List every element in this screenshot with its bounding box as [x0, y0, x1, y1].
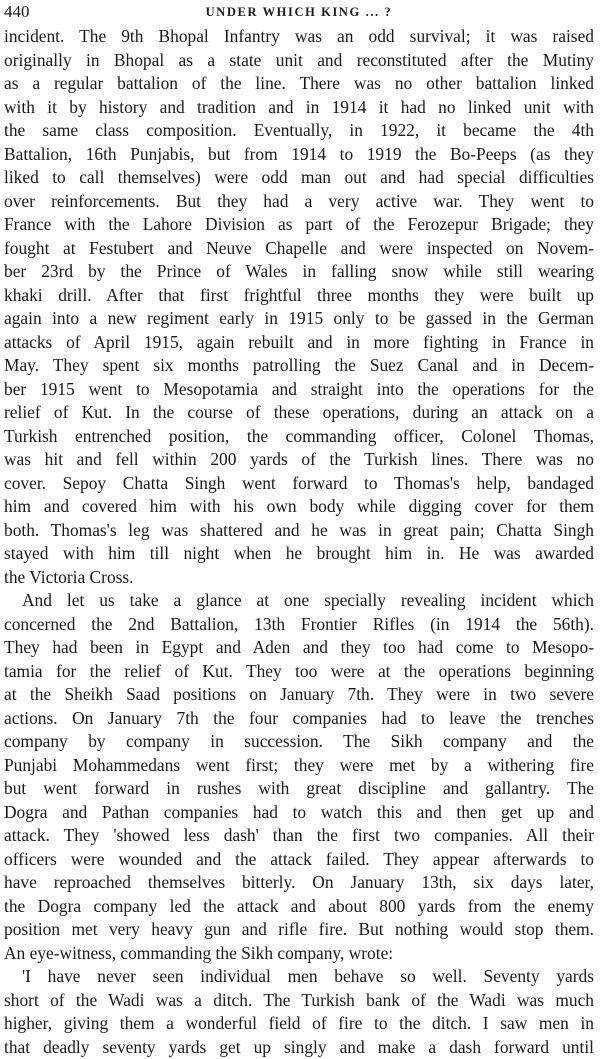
text-line: was hit and fell within 200 yards of the Turkish lines. There was no [4, 448, 594, 472]
text-line: incident. The 9th Bhopal Infantry was an odd survival; it was raised [4, 25, 594, 49]
text-line: Turkish entrenched position, the commanding officer, Colonel Thomas, [4, 425, 594, 449]
paragraph [4, 589, 594, 965]
body-text [4, 25, 594, 1059]
page-header [4, 2, 594, 22]
running-title: UNDER WHICH KING ... ? [4, 4, 594, 20]
text-line: company by company in succession. The Sikh company and the [4, 730, 594, 754]
text-line: 'I have never seen individual men behave so well. Seventy yards [4, 965, 594, 989]
text-line: both. Thomas's leg was shattered and he was in great pain; Chatta Singh [4, 519, 594, 543]
text-line: attack. They 'showed less dash' than the first two companies. All their [4, 824, 594, 848]
paragraph [4, 965, 594, 1059]
text-line: that deadly seventy yards get up singly and make a dash forward until [4, 1036, 594, 1059]
text-line: originally in Bhopal as a state unit and reconstituted after the Mutiny [4, 49, 594, 73]
text-line: over reinforcements. But they had a very active war. They went to [4, 190, 594, 214]
text-line: the Dogra company led the attack and about 800 yards from the enemy [4, 895, 594, 919]
text-line: And let us take a glance at one specially revealing incident which [4, 589, 594, 613]
text-line: the Victoria Cross. [4, 566, 594, 590]
text-line: Punjabi Mohammedans went first; they were met by a withering fire [4, 754, 594, 778]
text-line: attacks of April 1915, again rebuilt and in more fighting in France in [4, 331, 594, 355]
paragraph [4, 25, 594, 589]
text-line: stayed with him till night when he brought him in. He was awarded [4, 542, 594, 566]
text-line: cover. Sepoy Chatta Singh went forward to Thomas's help, bandaged [4, 472, 594, 496]
text-line: ber 23rd by the Prince of Wales in falling snow while still wearing [4, 260, 594, 284]
page-number: 440 [4, 2, 30, 22]
text-line: liked to call themselves) were odd man out and had special difficulties [4, 166, 594, 190]
text-line: but went forward in rushes with great discipline and gallantry. The [4, 777, 594, 801]
text-line: have reproached themselves bitterly. On January 13th, six days later, [4, 871, 594, 895]
text-line: An eye-witness, commanding the Sikh company, wrote: [4, 942, 594, 966]
text-line: the same class composition. Eventually, in 1922, it became the 4th [4, 119, 594, 143]
text-line: position met very heavy gun and rifle fire. But nothing would stop them. [4, 918, 594, 942]
text-line: May. They spent six months patrolling the Suez Canal and in Decem- [4, 354, 594, 378]
text-line: relief of Kut. In the course of these operations, during an attack on a [4, 401, 594, 425]
text-line: concerned the 2nd Battalion, 13th Frontier Rifles (in 1914 the 56th). [4, 613, 594, 637]
text-line: khaki drill. After that first frightful three months they were built up [4, 284, 594, 308]
text-line: tamia for the relief of Kut. They too were at the operations beginning [4, 660, 594, 684]
text-line: officers were wounded and the attack failed. They appear afterwards to [4, 848, 594, 872]
text-line: Battalion, 16th Punjabis, but from 1914 to 1919 the Bo-Peeps (as they [4, 143, 594, 167]
text-line: again into a new regiment early in 1915 only to be gassed in the German [4, 307, 594, 331]
text-line: Dogra and Pathan companies had to watch this and then get up and [4, 801, 594, 825]
text-line: higher, giving them a wonderful field of fire to the ditch. I saw men in [4, 1012, 594, 1036]
text-line: at the Sheikh Saad positions on January 7th. They were in two severe [4, 683, 594, 707]
text-line: as a regular battalion of the line. There was no other battalion linked [4, 72, 594, 96]
text-line: fought at Festubert and Neuve Chapelle and were inspected on Novem- [4, 237, 594, 261]
text-line: ber 1915 went to Mesopotamia and straight into the operations for the [4, 378, 594, 402]
text-line: short of the Wadi was a ditch. The Turkish bank of the Wadi was much [4, 989, 594, 1013]
text-line: They had been in Egypt and Aden and they too had come to Mesopo- [4, 636, 594, 660]
text-line: with it by history and tradition and in 1914 it had no linked unit with [4, 96, 594, 120]
text-line: France with the Lahore Division as part of the Ferozepur Brigade; they [4, 213, 594, 237]
text-line: actions. On January 7th the four companies had to leave the trenches [4, 707, 594, 731]
text-line: him and covered him with his own body while digging cover for them [4, 495, 594, 519]
